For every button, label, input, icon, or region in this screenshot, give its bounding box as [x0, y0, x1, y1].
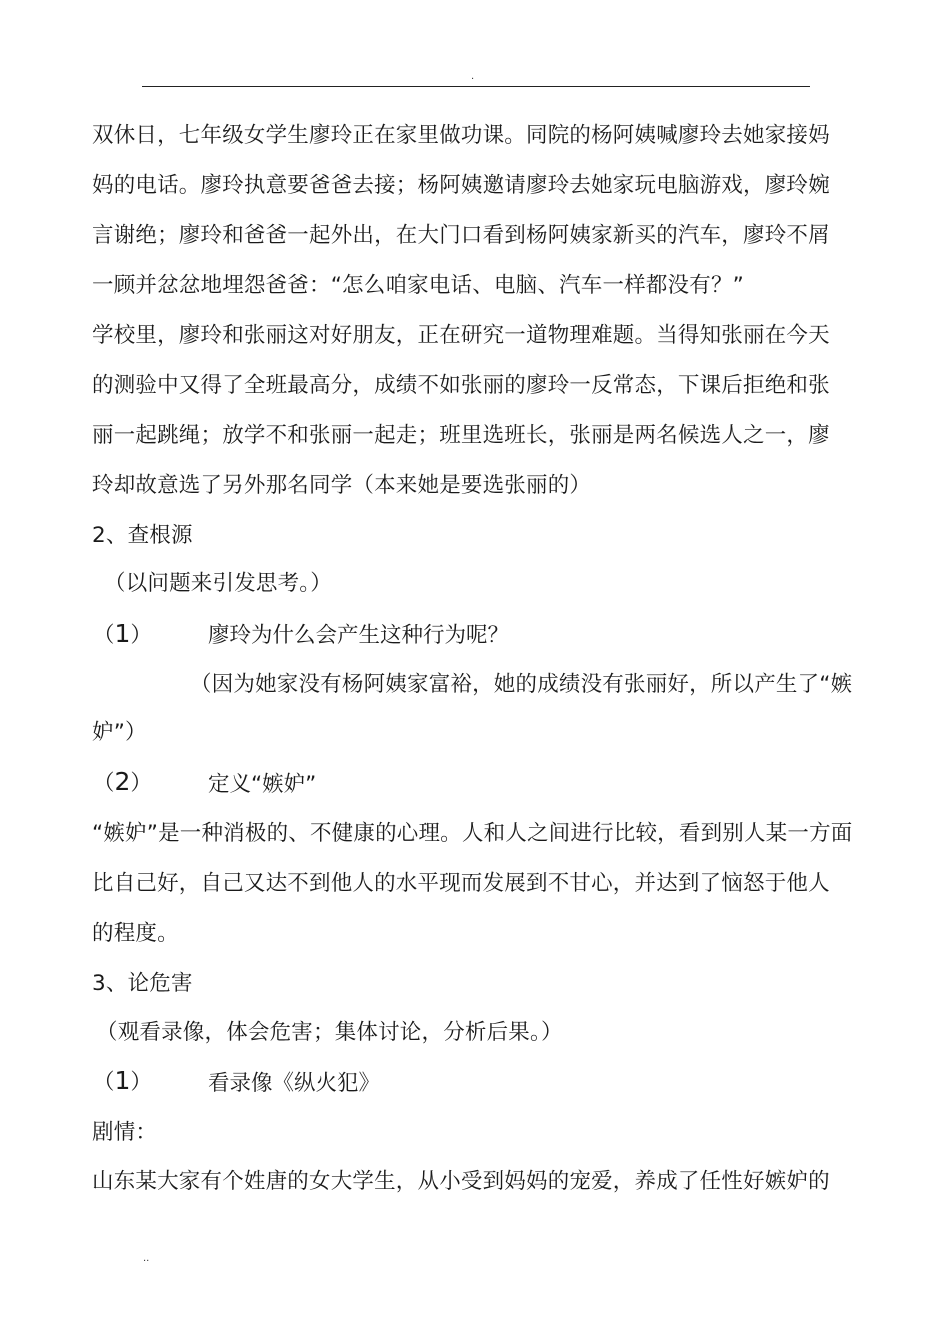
video-title: 看录像《纵火犯》: [208, 1071, 381, 1096]
item-marker: （1）: [93, 619, 152, 648]
plot-label: 剧情：: [92, 1120, 158, 1145]
text-line: 比自己好，自己又达不到他人的水平现而发展到不甘心，并达到了恼怒于他人: [92, 871, 830, 896]
header-rule: [142, 86, 810, 87]
text-line: 学校里，廖玲和张丽这对好朋友，正在研究一道物理难题。当得知张丽在今天: [92, 323, 830, 348]
text-line: 玲却故意选了另外那名同学（本来她是要选张丽的）: [92, 473, 592, 498]
text-line: 双休日，七年级女学生廖玲正在家里做功课。同院的杨阿姨喊廖玲去她家接妈: [92, 123, 830, 148]
section-note-2: （以问题来引发思考。）: [104, 571, 332, 596]
footer-dots: ..: [143, 1253, 150, 1264]
text-line: 言谢绝；廖玲和爸爸一起外出，在大门口看到杨阿姨家新买的汽车，廖玲不屑: [92, 223, 830, 248]
text-line: 的测验中又得了全班最高分，成绩不如张丽的廖玲一反常态，下课后拒绝和张: [92, 373, 830, 398]
text-line: 的程度。: [92, 921, 179, 946]
text-line: “嫉妒”是一种消极的、不健康的心理。人和人之间进行比较，看到别人某一方面: [92, 821, 853, 846]
text-line: 丽一起跳绳；放学不和张丽一起走；班里选班长，张丽是两名候选人之一，廖: [92, 423, 830, 448]
header-dot: .: [471, 71, 475, 82]
text-line: 一顾并忿忿地埋怨爸爸：“怎么咱家电话、电脑、汽车一样都没有？”: [92, 273, 744, 298]
item-marker: （1）: [93, 1066, 152, 1095]
item-marker: （2）: [93, 767, 152, 796]
section-heading-3: 3、论危害: [92, 971, 193, 996]
section-note-3: （观看录像，体会危害；集体讨论，分析后果。）: [96, 1020, 563, 1045]
plot-text-line: 山东某大家有个姓唐的女大学生，从小受到妈妈的宠爱，养成了任性好嫉妒的: [92, 1169, 830, 1194]
answer-line: （因为她家没有杨阿姨家富裕，她的成绩没有张丽好，所以产生了“嫉: [190, 672, 853, 697]
question-text: 廖玲为什么会产生这种行为呢？: [208, 623, 510, 648]
definition-heading: 定义“嫉妒”: [208, 772, 317, 797]
answer-line: 妒”）: [92, 720, 147, 745]
text-line: 妈的电话。廖玲执意要爸爸去接；杨阿姨邀请廖玲去她家玩电脑游戏，廖玲婉: [92, 173, 830, 198]
section-heading-2: 2、查根源: [92, 523, 193, 548]
